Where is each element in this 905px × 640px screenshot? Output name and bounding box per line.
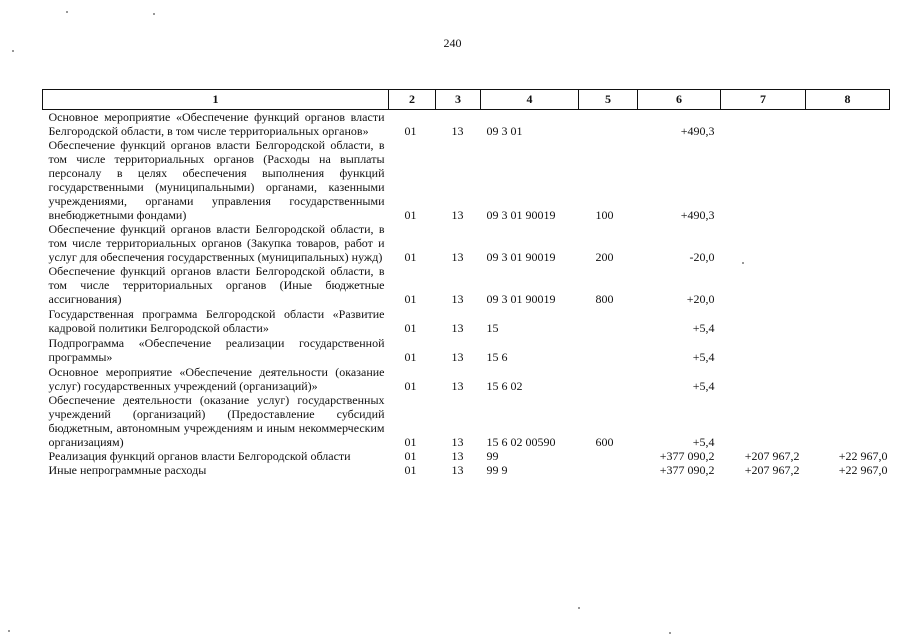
row-name: Обеспечение функций органов власти Белгородской области, в том числе территориальных органов (Иные бюджетные ассигнования) (48, 264, 385, 306)
budget-table (42, 89, 890, 477)
row-amount-2: +207 967,2 (744, 463, 800, 477)
row-amount-3 (806, 110, 890, 139)
row-subsection: 13 (451, 250, 464, 264)
row-name: Обеспечение функций органов власти Белгородской области, в том числе территориальных органов (Расходы на выплаты персоналу в целях обеспечения выполнения функций государственными (муниципальными) органами, казенными учреждениями, органами управления государственными внебюджетными фондами) (48, 138, 385, 222)
row-subsection: 13 (451, 379, 464, 393)
table-row (43, 264, 890, 306)
row-section: 01 (404, 250, 417, 264)
row-section: 01 (404, 292, 417, 306)
scan-speck (669, 632, 671, 634)
table-header-row (43, 90, 890, 110)
row-amount-1: +5,4 (692, 321, 715, 335)
table-row (43, 463, 890, 477)
row-amount-3 (806, 138, 890, 222)
row-name: Обеспечение деятельности (оказание услуг) государственных учреждений (организаций) (Предоставление субсидий бюджетным, автономным учреждениям и иным некоммерческим организациям) (48, 393, 385, 449)
row-amount-1: +377 090,2 (659, 463, 715, 477)
scan-speck (742, 262, 744, 264)
header-col-8: 8 (806, 90, 890, 110)
row-amount-1: -20,0 (689, 250, 715, 264)
row-amount-3: +22 967,0 (838, 449, 888, 463)
row-expense-type (579, 449, 638, 463)
scan-speck (12, 50, 14, 52)
row-name: Обеспечение функций органов власти Белгородской области, в том числе территориальных органов (Закупка товаров, работ и услуг для обеспечения государственных (муниципальных) нужд) (48, 222, 385, 264)
table-row (43, 335, 890, 364)
scan-speck (153, 13, 155, 15)
row-amount-2 (721, 222, 806, 264)
row-subsection: 13 (451, 321, 464, 335)
row-target-code: 09 3 01 90019 (486, 208, 556, 222)
row-target-code: 15 6 02 (486, 379, 523, 393)
row-subsection: 13 (451, 124, 464, 138)
row-amount-3: +22 967,0 (838, 463, 888, 477)
row-subsection: 13 (451, 463, 464, 477)
row-amount-3 (806, 393, 890, 449)
row-amount-1: +5,4 (692, 379, 715, 393)
row-amount-3 (806, 222, 890, 264)
scan-speck (66, 11, 68, 13)
header-col-1: 1 (43, 90, 389, 110)
row-section: 01 (404, 350, 417, 364)
scan-speck (578, 607, 580, 609)
row-target-code: 09 3 01 90019 (486, 250, 556, 264)
row-target-code: 15 6 (486, 350, 508, 364)
row-expense-type: 600 (595, 435, 614, 449)
row-target-code: 15 (486, 321, 499, 335)
row-amount-1: +490,3 (680, 124, 715, 138)
row-amount-2: +207 967,2 (744, 449, 800, 463)
header-col-6: 6 (638, 90, 721, 110)
table-row (43, 222, 890, 264)
row-name: Основное мероприятие «Обеспечение деятельности (оказание услуг) государственных учреждений (организаций)» (48, 365, 385, 393)
row-expense-type: 800 (595, 292, 614, 306)
row-expense-type (579, 335, 638, 364)
row-expense-type: 100 (595, 208, 614, 222)
row-target-code: 99 9 (486, 463, 508, 477)
row-section: 01 (404, 321, 417, 335)
table-row (43, 306, 890, 335)
row-amount-3 (806, 264, 890, 306)
header-col-4: 4 (481, 90, 579, 110)
row-section: 01 (404, 208, 417, 222)
table-row (43, 364, 890, 393)
row-section: 01 (404, 463, 417, 477)
row-section: 01 (404, 379, 417, 393)
row-target-code: 15 6 02 00590 (486, 435, 556, 449)
row-amount-2 (721, 364, 806, 393)
row-section: 01 (404, 435, 417, 449)
table-row (43, 393, 890, 449)
row-amount-3 (806, 306, 890, 335)
row-amount-1: +490,3 (680, 208, 715, 222)
row-amount-1: +5,4 (692, 435, 715, 449)
row-amount-2 (721, 393, 806, 449)
header-col-7: 7 (721, 90, 806, 110)
row-name: Реализация функций органов власти Белгородской области (48, 449, 351, 463)
row-expense-type (579, 110, 638, 139)
page-number: 240 (443, 36, 462, 50)
header-col-3: 3 (436, 90, 481, 110)
row-target-code: 09 3 01 (486, 124, 523, 138)
row-subsection: 13 (451, 208, 464, 222)
row-amount-2 (721, 335, 806, 364)
row-expense-type: 200 (595, 250, 614, 264)
row-amount-1: +5,4 (692, 350, 715, 364)
table-row (43, 110, 890, 139)
row-expense-type (579, 306, 638, 335)
table-row (43, 138, 890, 222)
row-target-code: 09 3 01 90019 (486, 292, 556, 306)
row-target-code: 99 (486, 449, 499, 463)
scan-speck (8, 630, 10, 632)
row-subsection: 13 (451, 292, 464, 306)
row-amount-2 (721, 306, 806, 335)
table-row (43, 449, 890, 463)
row-amount-1: +377 090,2 (659, 449, 715, 463)
row-amount-1: +20,0 (686, 292, 715, 306)
row-expense-type (579, 364, 638, 393)
row-expense-type (579, 463, 638, 477)
row-amount-3 (806, 335, 890, 364)
row-amount-3 (806, 364, 890, 393)
row-name: Подпрограмма «Обеспечение реализации государственной программы» (48, 336, 385, 364)
row-section: 01 (404, 449, 417, 463)
row-subsection: 13 (451, 449, 464, 463)
row-amount-2 (721, 264, 806, 306)
row-subsection: 13 (451, 350, 464, 364)
row-subsection: 13 (451, 435, 464, 449)
row-amount-2 (721, 138, 806, 222)
row-name: Основное мероприятие «Обеспечение функций органов власти Белгородской области, в том числе территориальных органов» (48, 110, 385, 138)
header-col-2: 2 (389, 90, 436, 110)
row-name: Иные непрограммные расходы (48, 463, 207, 477)
header-col-5: 5 (579, 90, 638, 110)
row-amount-2 (721, 110, 806, 139)
row-name: Государственная программа Белгородской области «Развитие кадровой политики Белгородской области» (48, 307, 385, 335)
row-section: 01 (404, 124, 417, 138)
